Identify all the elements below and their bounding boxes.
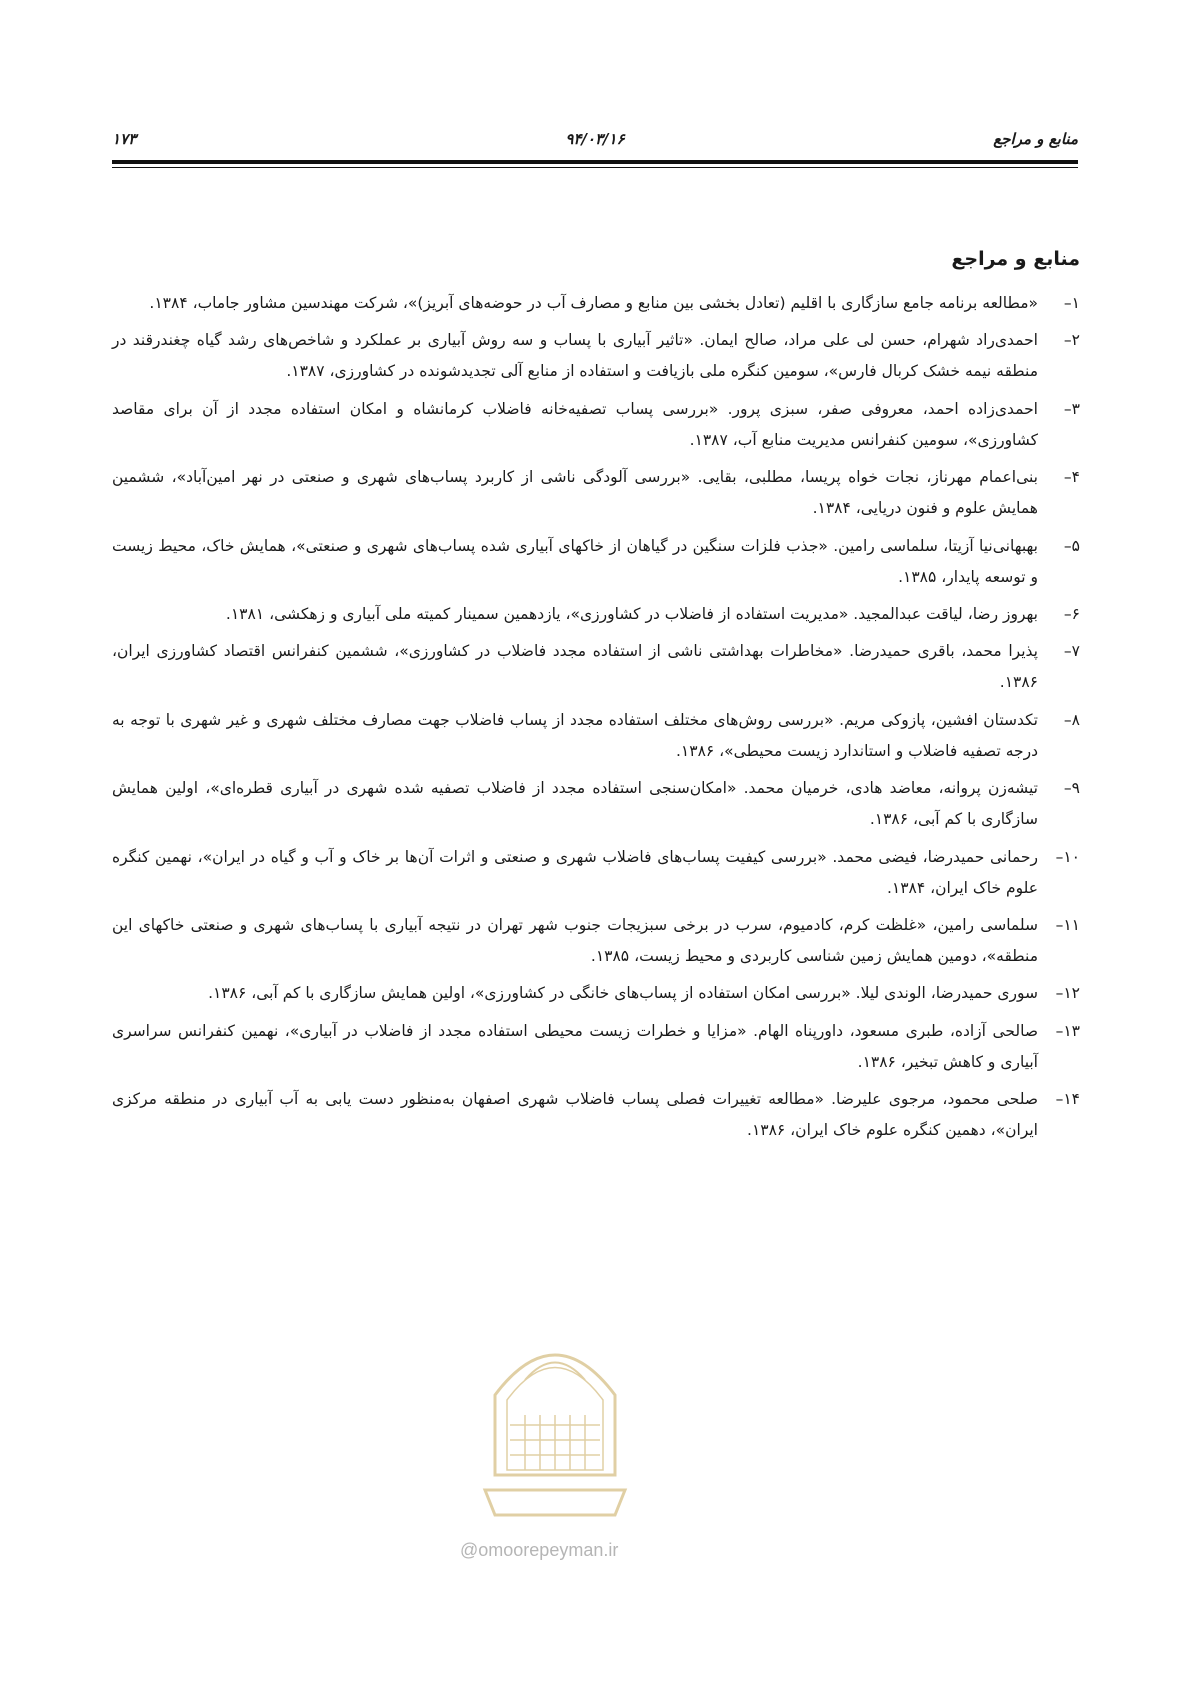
reference-item [112, 462, 1080, 524]
reference-number: ۹– [1063, 779, 1080, 798]
reference-item [112, 599, 1080, 630]
page-header [112, 130, 1078, 152]
reference-number: ۲– [1063, 331, 1080, 350]
reference-text: سوری حمیدرضا، الوندی لیلا. «بررسی امکان استفاده از پساب‌های خانگی در کشاورزی»، اولین همایش سازگاری با کم آبی، ۱۳۸۶. [208, 984, 1038, 1003]
reference-text: احمدی‌زاده احمد، معروفی صفر، سبزی پرور. «بررسی پساب تصفیه‌خانه فاضلاب کرمانشاه و امکان استفاده مجدد از آن برای مقاصد کشاورزی»، سومین کنفرانس مدیریت منابع آب، ۱۳۸۷. [112, 399, 1038, 449]
reference-item [112, 773, 1080, 835]
reference-number: ۱۰– [1055, 847, 1080, 866]
reference-number: ۴– [1063, 468, 1080, 487]
reference-number: ۵– [1063, 536, 1080, 555]
reference-item [112, 1084, 1080, 1146]
header-rule-thin [112, 167, 1078, 168]
reference-item [112, 636, 1080, 698]
reference-text: صالحی آزاده، طبری مسعود، داورپناه الهام. «مزایا و خطرات زیست محیطی استفاده مجدد از فاضلاب در آبیاری»، نهمین کنفرانس سراسری آبیاری و کاهش تبخیر، ۱۳۸۶. [112, 1021, 1038, 1071]
reference-item [112, 842, 1080, 904]
reference-item [112, 1016, 1080, 1078]
reference-number: ۷– [1063, 642, 1080, 661]
reference-text: سلماسی رامین، «غلظت کرم، کادمیوم، سرب در برخی سبزیجات جنوب شهر تهران در نتیجه آبیاری با پساب‌های شهری و صنعتی خاکهای این منطقه»، دومین همایش زمین شناسی کاربردی و محیط زیست، ۱۳۸۵. [112, 915, 1038, 965]
reference-item [112, 325, 1080, 387]
seal-base [485, 1490, 625, 1515]
watermark-url: @omoorepeyman.ir [460, 1540, 619, 1560]
header-date: ۹۴/۰۳/۱۶ [565, 130, 625, 148]
reference-text: احمدی‌راد شهرام، حسن لی علی مراد، صالح ایمان. «تاثیر آبیاری با پساب و سه روش آبیاری بر عملکرد و شاخص‌های رشد گیاه چغندرقند در منطقه نیمه خشک کربال فارس»، سومین کنگره ملی بازیافت و استفاده از منابع آلی تجدیدشونده در کشاورزی، ۱۳۸۷. [112, 331, 1038, 381]
reference-number: ۱۲– [1055, 984, 1080, 1003]
header-rule-thick [112, 160, 1078, 164]
page-number: ۱۷۳ [112, 130, 137, 148]
reference-text: بهبهانی‌نیا آزیتا، سلماسی رامین. «جذب فلزات سنگین در گیاهان از خاکهای آبیاری شده پساب‌های شهری و صنعتی»، همایش خاک، محیط زیست و توسعه پایدار، ۱۳۸۵. [112, 536, 1038, 586]
reference-item [112, 705, 1080, 767]
reference-text: «مطالعه برنامه جامع سازگاری با اقلیم (تعادل بخشی بین منابع و مصارف آب در حوضه‌های آبریز)»، شرکت مهندسین مشاور جاماب، ۱۳۸۴. [149, 294, 1038, 312]
seal-arc-script [525, 1363, 585, 1381]
reference-text: پذیرا محمد، باقری حمیدرضا. «مخاطرات بهداشتی ناشی از استفاده مجدد فاضلاب در کشاورزی»، ششمین کنفرانس اقتصاد کشاورزی ایران، ۱۳۸۶. [112, 642, 1038, 692]
reference-item [112, 394, 1080, 456]
reference-list [112, 288, 1080, 1152]
section-title: منابع و مراجع [951, 248, 1080, 270]
reference-text: تکدستان افشین، پازوکی مریم. «بررسی روش‌های مختلف استفاده مجدد از پساب فاضلاب جهت مصارف مختلف شهری و غیر شهری با توجه به درجه تصفیه فاضلاب و استاندارد زیست محیطی»، ۱۳۸۶. [112, 710, 1038, 760]
reference-number: ۳– [1063, 399, 1080, 418]
reference-item [112, 288, 1080, 319]
reference-text: تیشه‌زن پروانه، معاضد هادی، خرمیان محمد. «امکان‌سنجی استفاده مجدد از فاضلاب تصفیه شده شهری در آبیاری قطره‌ای»، اولین همایش سازگاری با کم آبی، ۱۳۸۶. [112, 779, 1038, 829]
reference-item [112, 910, 1080, 972]
reference-text: رحمانی حمیدرضا، فیضی محمد. «بررسی کیفیت پساب‌های فاضلاب شهری و صنعتی و اثرات آن‌ها بر خاک و آب و گیاه در ایران»، نهمین کنگره علوم خاک ایران، ۱۳۸۴. [112, 847, 1038, 897]
watermark-seal [455, 1275, 655, 1530]
reference-number: ۱– [1063, 294, 1080, 312]
reference-text: بهروز رضا، لیاقت عبدالمجید. «مدیریت استفاده از فاضلاب در کشاورزی»، یازدهمین سمینار کمیته ملی آبیاری و زهکشی، ۱۳۸۱. [225, 604, 1038, 623]
reference-text: بنی‌اعمام مهرناز، نجات خواه پریسا، مطلبی، بقایی. «بررسی آلودگی ناشی از کاربرد پساب‌های شهری و صنعتی در نهر امین‌آباد»، ششمین همایش علوم و فنون دریایی، ۱۳۸۴. [112, 468, 1038, 518]
reference-number: ۶– [1063, 604, 1080, 623]
running-head: منابع و مراجع [993, 130, 1078, 148]
reference-number: ۱۴– [1055, 1090, 1080, 1109]
reference-number: ۱۳– [1055, 1021, 1080, 1040]
reference-item [112, 531, 1080, 593]
reference-item [112, 978, 1080, 1009]
reference-text: صلحی محمود، مرجوی علیرضا. «مطالعه تغییرات فصلی پساب فاضلاب شهری اصفهان به‌منظور دست یابی به آب آبیاری در منطقه مرکزی ایران»، دهمین کنگره علوم خاک ایران، ۱۳۸۶. [112, 1090, 1038, 1140]
reference-number: ۱۱– [1055, 915, 1080, 934]
reference-number: ۸– [1063, 710, 1080, 729]
